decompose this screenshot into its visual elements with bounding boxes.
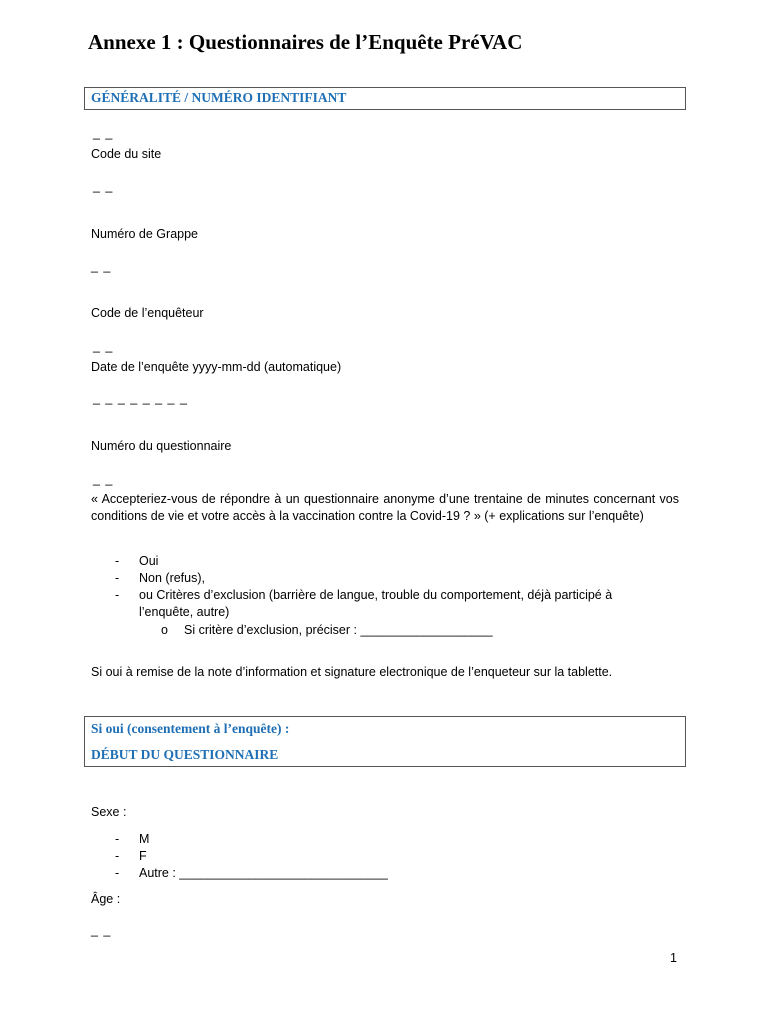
age-blank: _ _	[91, 923, 112, 937]
sexe-option-f: F	[139, 849, 147, 863]
consent-question: « Accepteriez-vous de répondre à un questionnaire anonyme d’une trentaine de minutes concernant vos conditions de vie et votre accès à la vaccination contre la Covid-19 ? » (+ explications sur l’enquête)	[91, 492, 679, 523]
bullet-dash: -	[115, 571, 120, 585]
sexe-label: Sexe :	[91, 805, 127, 819]
enqueteur-label: Code de l’enquêteur	[91, 306, 204, 320]
date-label: Date de l’enquête yyyy-mm-dd (automatique)	[91, 360, 342, 374]
section-generalite-box	[84, 87, 686, 110]
enqueteur-blank: _ _	[93, 339, 114, 353]
questionnaire-blank: _ _	[93, 472, 114, 486]
document-title: Annexe 1 : Questionnaires de l’Enquête PréVAC	[88, 30, 523, 54]
section-debut-heading-2: DÉBUT DU QUESTIONNAIRE	[91, 747, 279, 762]
section-debut-heading-1: Si oui (consentement à l’enquête) :	[91, 721, 290, 736]
option-exclusion-cont: l’enquête, autre)	[139, 605, 230, 619]
option-exclusion: ou Critères d’exclusion (barrière de langue, trouble du comportement, déjà participé à	[139, 588, 613, 602]
section-generalite-heading: GÉNÉRALITÉ / NUMÉRO IDENTIFIANT	[91, 90, 347, 105]
option-non: Non (refus),	[139, 571, 205, 585]
grappe-blank: _ _	[91, 259, 112, 273]
bullet-dash: -	[115, 554, 120, 568]
grappe-label: Numéro de Grappe	[91, 227, 199, 241]
bullet-dash: -	[115, 832, 120, 846]
page-number: 1	[670, 951, 677, 965]
age-label: Âge :	[91, 892, 121, 906]
option-oui: Oui	[139, 554, 159, 568]
bullet-dash: -	[115, 588, 120, 602]
site-label: Code du site	[91, 147, 162, 161]
sub-bullet: o	[161, 623, 168, 637]
sexe-option-m: M	[139, 832, 150, 846]
bullet-dash: -	[115, 866, 120, 880]
blank-top: _ _	[93, 126, 114, 140]
exclusion-detail: Si critère d’exclusion, préciser : ___________________	[184, 623, 493, 637]
questionnaire-label: Numéro du questionnaire	[91, 439, 232, 453]
sexe-option-autre: Autre : ______________________________	[139, 866, 388, 880]
site-blank: _ _	[93, 179, 114, 193]
section-debut-box	[84, 716, 686, 767]
bullet-dash: -	[115, 849, 120, 863]
date-blank: _ _ _ _ _ _ _ _	[93, 391, 188, 405]
consent-note: Si oui à remise de la note d’information et signature electronique de l’enqueteur sur la tablette.	[91, 665, 613, 679]
